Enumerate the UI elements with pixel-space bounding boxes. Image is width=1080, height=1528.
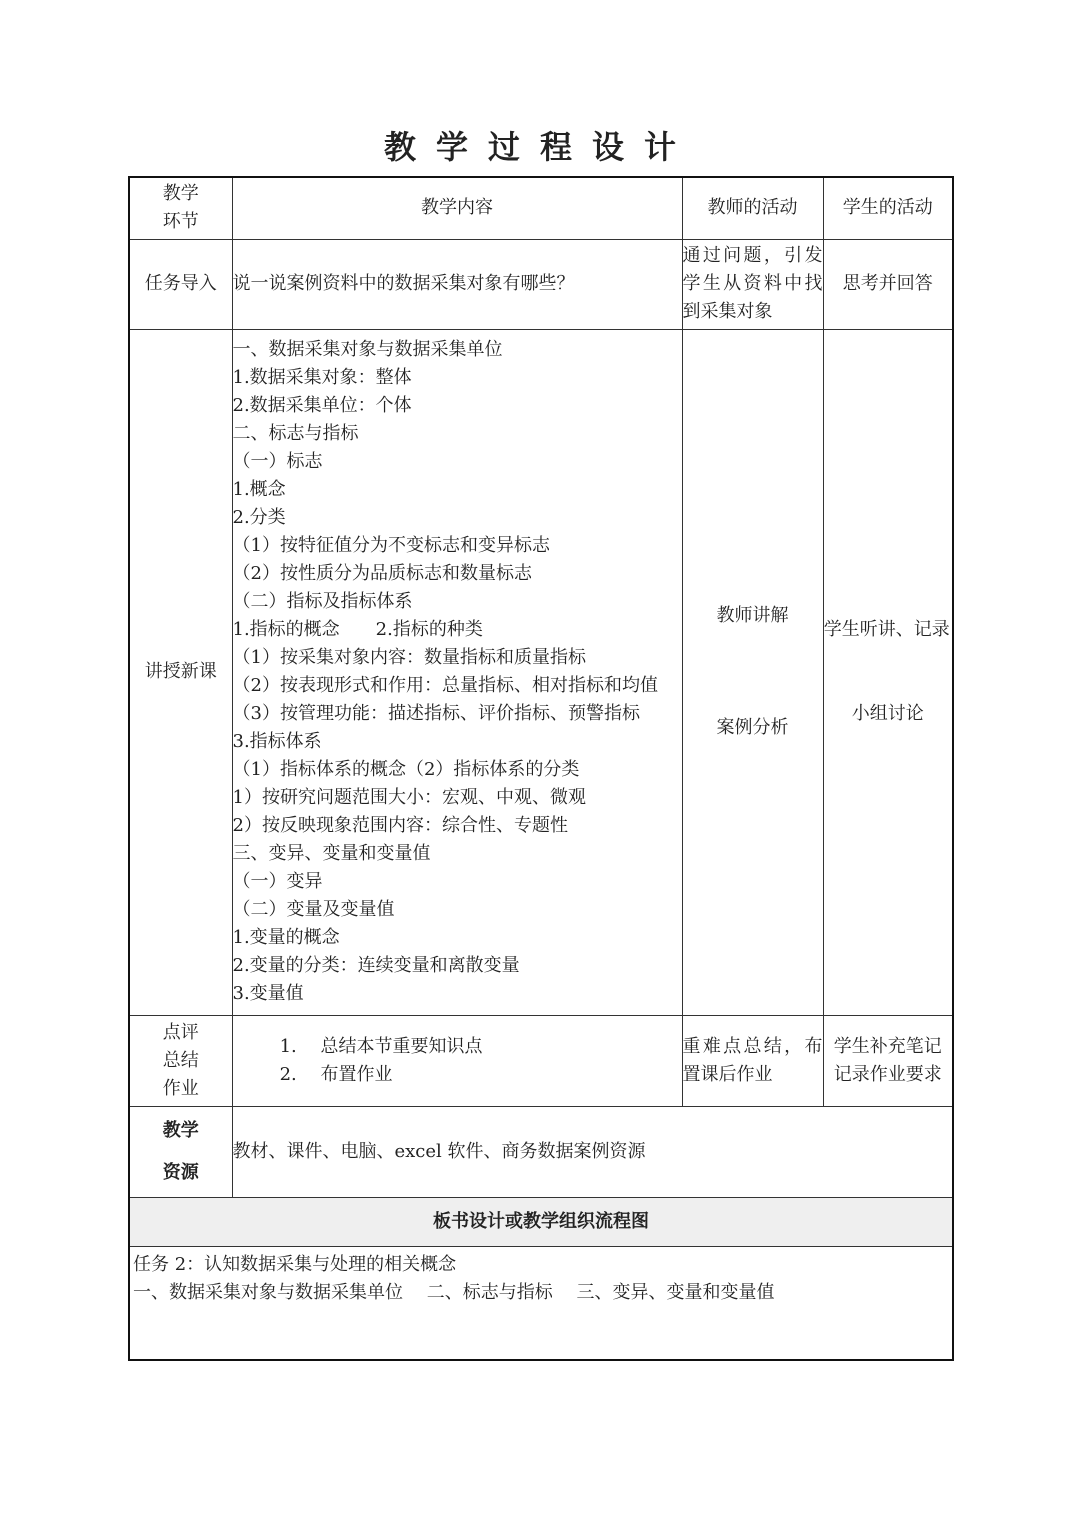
content-line: 2.变量的分类：连续变量和离散变量 bbox=[232, 955, 520, 976]
content-line: 1.指标的概念 2.指标的种类 bbox=[232, 619, 483, 640]
board-line: 一、数据采集对象与数据采集单位 二、标志与指标 三、变异、变量和变量值 bbox=[133, 1281, 775, 1303]
content-line: 三、变异、变量和变量值 bbox=[232, 843, 431, 864]
board-heading: 板书设计或教学组织流程图 bbox=[129, 1197, 953, 1246]
summary-item: 1. 总结本节重要知识点 bbox=[303, 1033, 682, 1061]
content-line: （1）按特征值分为不变标志和变异标志 bbox=[232, 535, 550, 556]
summary-teacher: 重难点总结，布置课后作业 bbox=[682, 1015, 823, 1106]
board-content bbox=[129, 1246, 953, 1360]
intro-teacher: 通过问题，引发学生从资料中找到采集对象 bbox=[682, 239, 823, 329]
content-line: 2.数据采集单位：个体 bbox=[232, 395, 412, 416]
content-line: 一、数据采集对象与数据采集单位 bbox=[232, 339, 503, 360]
header-teacher: 教师的活动 bbox=[682, 177, 823, 239]
summary-row bbox=[129, 1015, 953, 1106]
content-line: 2）按反映现象范围内容：综合性、专题性 bbox=[232, 815, 568, 836]
resources-content: 教材、课件、电脑、excel 软件、商务数据案例资源 bbox=[232, 1106, 953, 1197]
content-line: （一）标志 bbox=[232, 451, 323, 472]
header-student: 学生的活动 bbox=[823, 177, 953, 239]
student-activity: 学生听讲、记录 bbox=[823, 619, 950, 640]
board-row bbox=[129, 1246, 953, 1360]
header-content: 教学内容 bbox=[232, 177, 682, 239]
header-stage: 教学 环节 bbox=[129, 177, 232, 239]
content-line: 1.数据采集对象：整体 bbox=[232, 367, 412, 388]
content-line: （二）变量及变量值 bbox=[232, 899, 395, 920]
content-line: （1）指标体系的概念（2）指标体系的分类 bbox=[232, 759, 580, 780]
teacher-activity: 案例分析 bbox=[716, 717, 789, 738]
content-line: 2.分类 bbox=[232, 507, 286, 528]
board-heading-row bbox=[129, 1197, 953, 1246]
summary-student: 学生补充笔记 记录作业要求 bbox=[823, 1015, 953, 1106]
content-line: 二、标志与指标 bbox=[232, 423, 359, 444]
content-line: （一）变异 bbox=[232, 871, 323, 892]
content-line: 1）按研究问题范围大小：宏观、中观、微观 bbox=[232, 787, 586, 808]
lecture-row bbox=[129, 329, 953, 1015]
content-line: （2）按表现形式和作用：总量指标、相对指标和均值 bbox=[232, 675, 658, 696]
resources-stage: 教学 资源 bbox=[129, 1106, 232, 1197]
intro-student: 思考并回答 bbox=[823, 239, 953, 329]
content-line: （2）按性质分为品质标志和数量标志 bbox=[232, 563, 532, 584]
lesson-table bbox=[128, 176, 954, 1361]
intro-content: 说一说案例资料中的数据采集对象有哪些？ bbox=[232, 239, 682, 329]
intro-row bbox=[129, 239, 953, 329]
lecture-student bbox=[823, 329, 953, 1015]
board-line: 任务 2：认知数据采集与处理的相关概念 bbox=[133, 1253, 457, 1275]
summary-stage: 点评 总结 作业 bbox=[129, 1015, 232, 1106]
content-line: （1）按采集对象内容：数量指标和质量指标 bbox=[232, 647, 586, 668]
summary-content bbox=[232, 1015, 682, 1106]
page-title: 教学过程设计 bbox=[383, 128, 696, 166]
content-line: 3.指标体系 bbox=[232, 731, 322, 752]
content-line: （二）指标及指标体系 bbox=[232, 591, 413, 612]
teacher-activity: 教师讲解 bbox=[716, 605, 789, 626]
content-line: （3）按管理功能：描述指标、评价指标、预警指标 bbox=[232, 703, 640, 724]
content-line: 1.变量的概念 bbox=[232, 927, 340, 948]
intro-stage: 任务导入 bbox=[129, 239, 232, 329]
header-row bbox=[129, 177, 953, 239]
resources-row bbox=[129, 1106, 953, 1197]
lecture-stage: 讲授新课 bbox=[129, 329, 232, 1015]
lecture-teacher bbox=[682, 329, 823, 1015]
summary-item: 2. 布置作业 bbox=[303, 1061, 682, 1089]
lecture-content bbox=[232, 329, 682, 1015]
content-line: 1.概念 bbox=[232, 479, 286, 500]
student-activity: 小组讨论 bbox=[851, 703, 924, 724]
content-line: 3.变量值 bbox=[232, 983, 304, 1004]
